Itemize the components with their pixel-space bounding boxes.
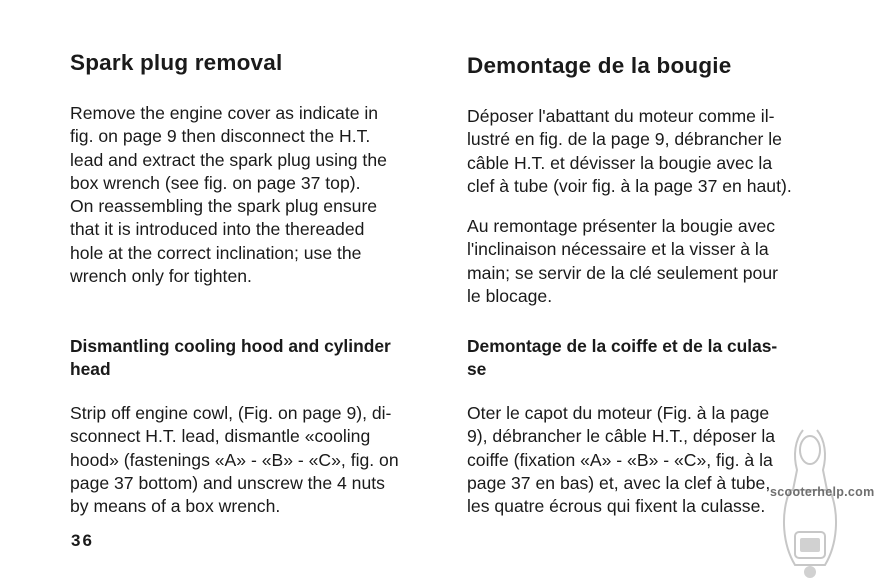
page-number: 36 <box>71 531 94 550</box>
spark-plug-removal-heading: Spark plug removal <box>70 50 283 75</box>
spark-plug-removal-text <box>70 102 438 288</box>
text-line: le blocage. <box>467 285 553 306</box>
text-line: by means of a box wrench. <box>70 496 281 517</box>
heading-line: head <box>70 359 111 379</box>
text-line: Déposer l'abattant du moteur comme il- <box>467 106 775 126</box>
text-line: Oter le capot du moteur (Fig. à la page <box>467 403 770 423</box>
text-line: clef à tube (voir fig. à la page 37 en haut). <box>467 175 792 196</box>
text-line: coiffe (fixation «A» - «B» - «C», fig. à la <box>467 449 773 470</box>
demontage-bougie-text <box>467 105 837 198</box>
text-line: page 37 en bas) et, avec la clef à tube, <box>467 472 771 493</box>
text-line: l'inclinaison nécessaire et la visser à la <box>467 239 769 260</box>
scooter-watermark-icon <box>745 420 875 580</box>
text-line: Au remontage présenter la bougie avec <box>467 216 776 236</box>
text-line: Remove the engine cover as indicate in <box>70 103 379 123</box>
text-line: lustré en fig. de la page 9, débrancher le <box>467 129 782 150</box>
text-line: that it is introduced into the thereaded <box>70 219 365 240</box>
text-line: box wrench (see fig. on page 37 top). <box>70 172 361 193</box>
heading-line: se <box>467 359 487 379</box>
text-line: hole at the correct inclination; use the <box>70 242 362 263</box>
text-line: fig. on page 9 then disconnect the H.T. <box>70 126 371 147</box>
text-line: Strip off engine cowl, (Fig. on page 9), di- <box>70 403 392 423</box>
text-line: les quatre écrous qui fixent la culasse. <box>467 496 766 517</box>
demontage-coiffe-heading <box>467 335 777 381</box>
text-line: wrench only for tighten. <box>70 266 252 287</box>
demontage-bougie-heading: Demontage de la bougie <box>467 53 732 78</box>
heading-line: Demontage de la coiffe et de la culas- <box>467 336 778 356</box>
text-line: sconnect H.T. lead, dismantle «cooling <box>70 426 371 447</box>
text-line: 9), débrancher le câble H.T., déposer la <box>467 426 776 447</box>
watermark-text: scooterhelp.com <box>770 485 875 499</box>
heading-line: Dismantling cooling hood and cylinder <box>70 336 391 356</box>
dismantling-cooling-hood-text <box>70 402 438 518</box>
text-line: câble H.T. et dévisser la bougie avec la <box>467 152 773 173</box>
text-line: lead and extract the spark plug using the <box>70 149 387 170</box>
text-line: page 37 bottom) and unscrew the 4 nuts <box>70 472 385 493</box>
remontage-bougie-text <box>467 215 837 308</box>
text-line: hood» (fastenings «A» - «B» - «C», fig. on <box>70 449 399 470</box>
text-line: On reassembling the spark plug ensure <box>70 196 378 217</box>
dismantling-cooling-hood-heading <box>70 335 391 381</box>
text-line: main; se servir de la clé seulement pour <box>467 262 778 283</box>
